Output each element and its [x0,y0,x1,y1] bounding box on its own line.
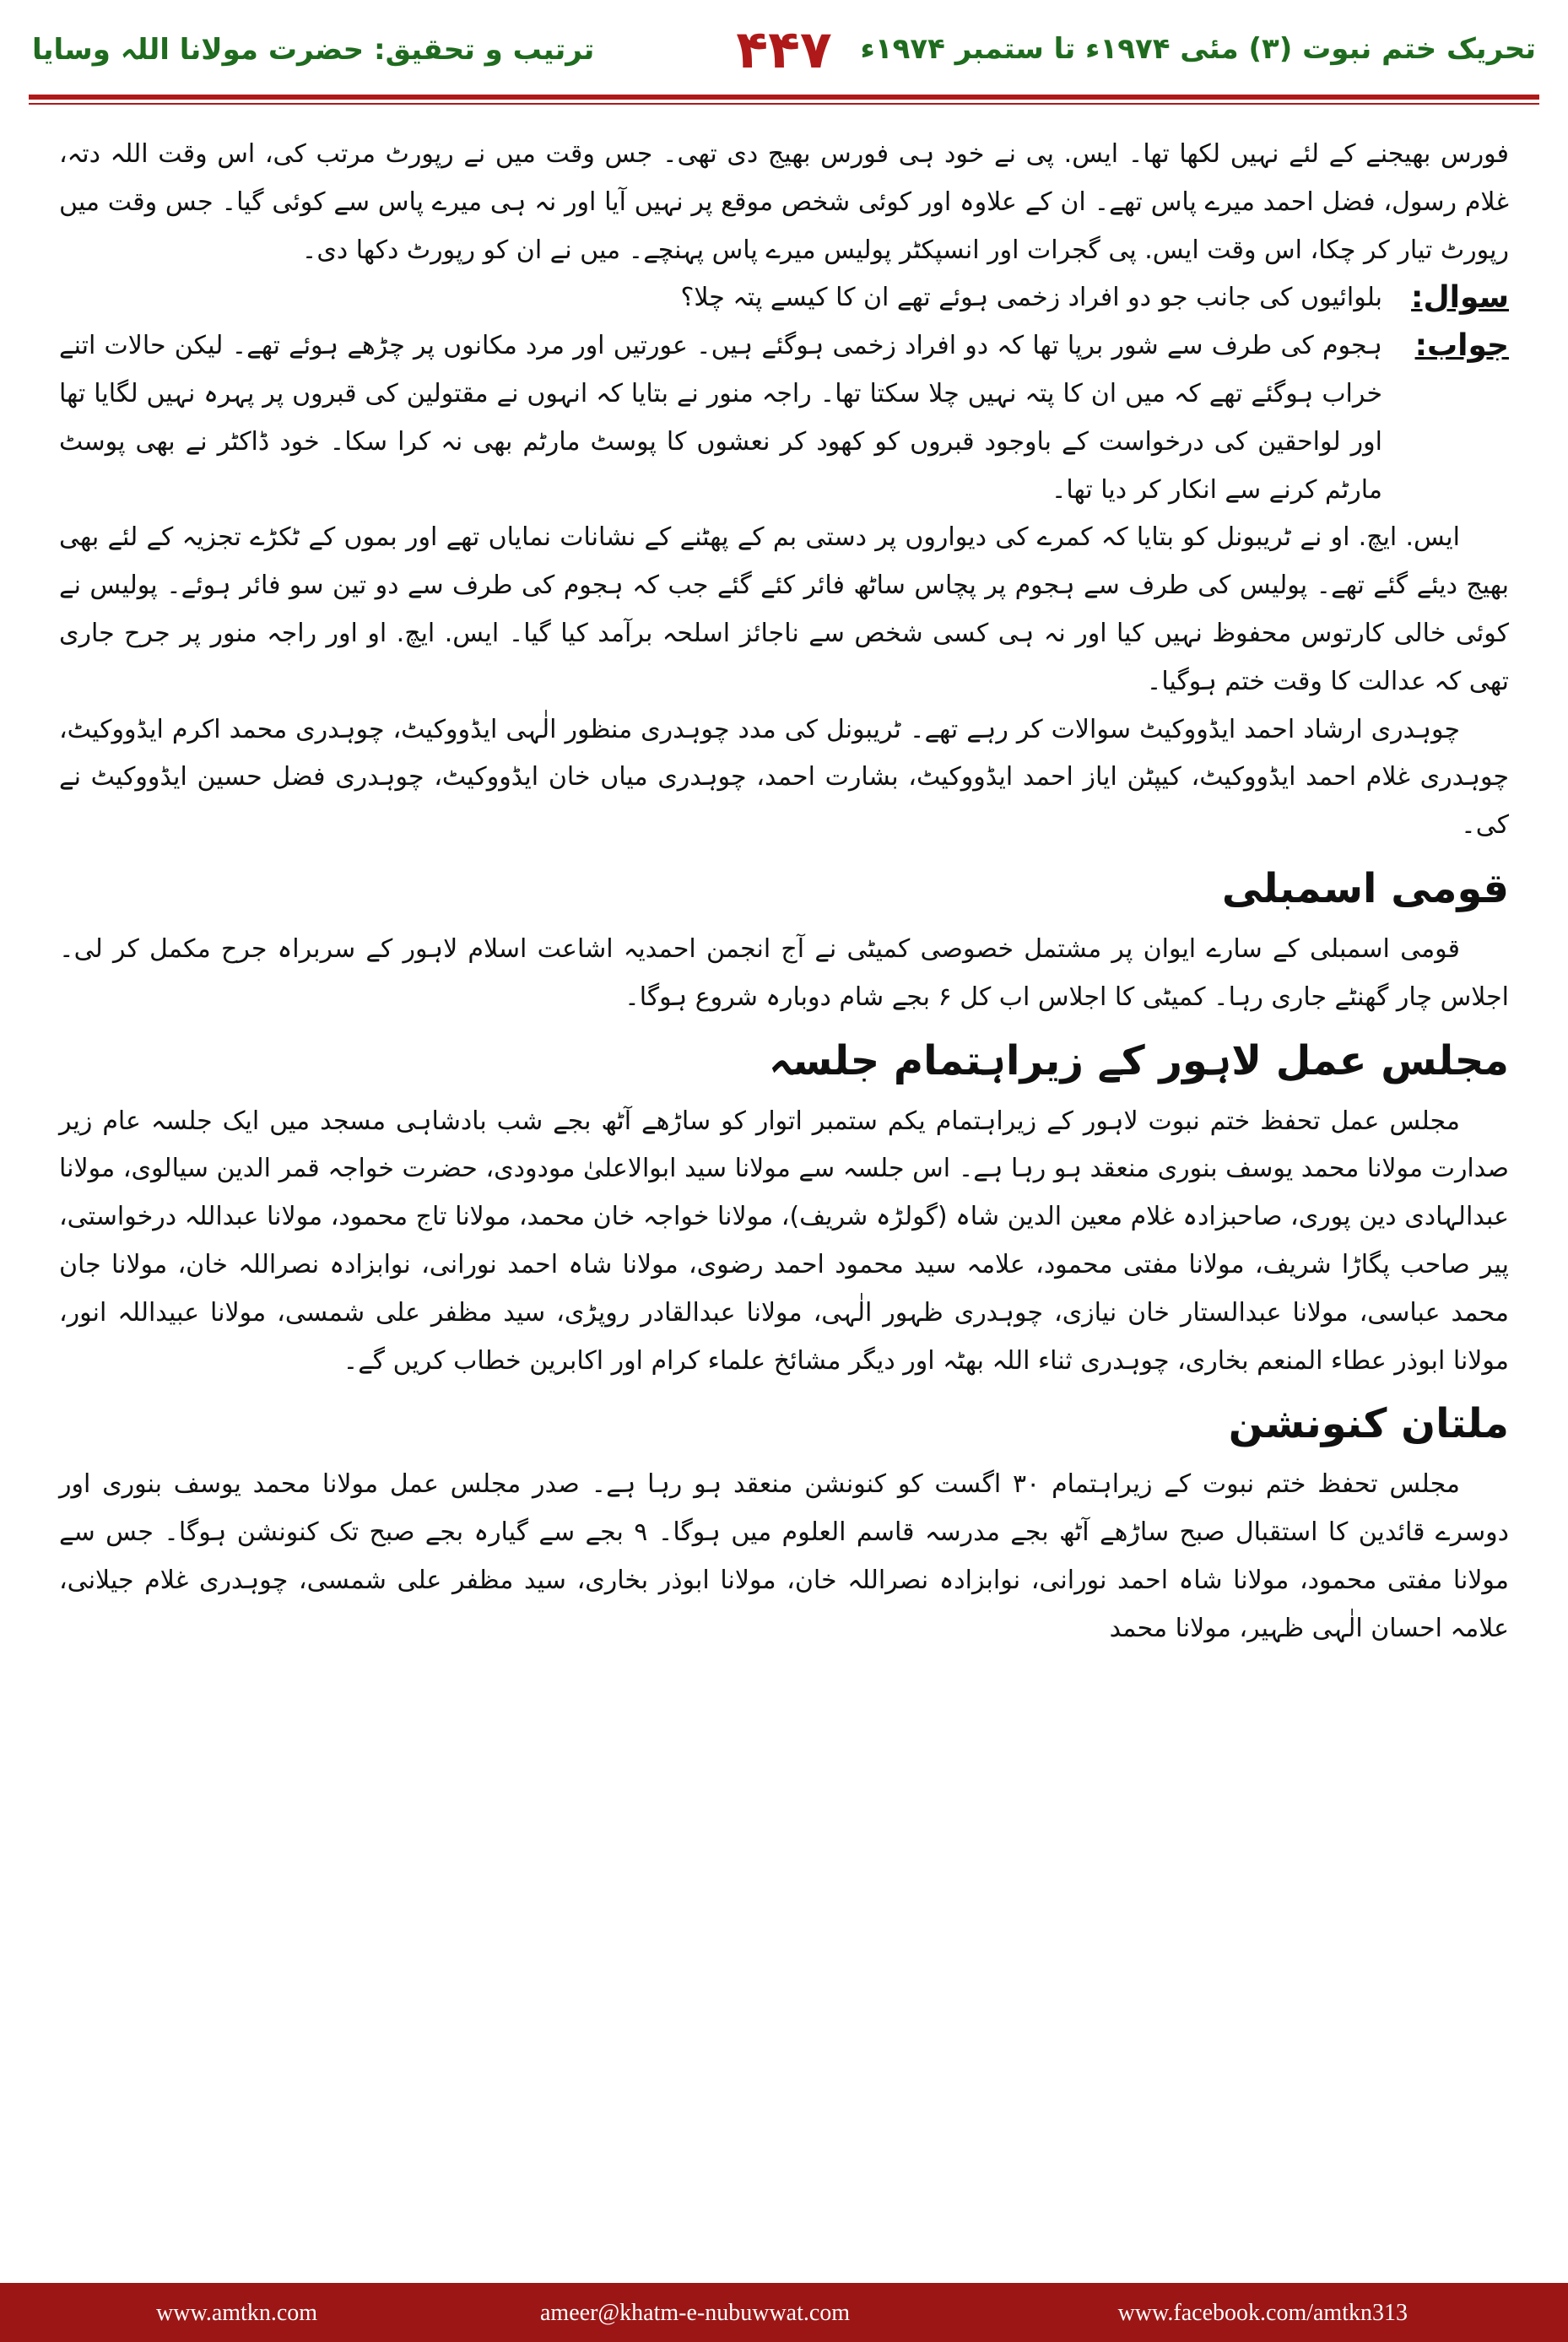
page-footer [0,2283,1568,2342]
question-block [59,274,1509,322]
footer-facebook-link[interactable]: www.facebook.com/amtkn313 [1117,2300,1408,2326]
page-number: ۴۴۷ [736,19,832,80]
header-compiler: ترتیب و تحقیق: حضرت مولانا اللہ وسایا [32,33,595,67]
section-heading-multan-convention: ملتان کنونشن [1228,1400,1509,1448]
header-book-title: تحریک ختم نبوت (۳) مئی ۱۹۷۴ء تا ستمبر ۱۹۷۴ء [860,32,1536,66]
page-body [59,131,1509,2249]
question-text: بلوائیوں کی جانب جو دو افراد زخمی ہوئے تھے ان کا کیسے پتہ چلا؟ [680,283,1382,313]
paragraph-multan-convention: مجلس تحفظ ختم نبوت کے زیراہتمام ۳۰ اگست کو کنونشن منعقد ہو رہا ہے۔ صدر مجلس عمل مولانا محمد یوسف بنوری اور دوسرے قائدین کا استقبال صبح ساڑھے آٹھ بجے مدرسہ قاسم العلوم میں ہوگا۔ ۹ بجے سے گیارہ بجے صبح تک کنونشن ہوگا۔ جس سے مولانا مفتی محمود، مولانا شاہ احمد نورانی، نوابزادہ نصراللہ خان، مولانا ابوذر بخاری، سید مظفر علی شمسی، چوہدری غلام جیلانی، علامہ احسان الٰہی ظہیر، مولانا محمد [59,1469,1509,1643]
footer-email-link[interactable]: ameer@khatm-e-nubuwwat.com [540,2300,851,2326]
footer-website-link[interactable]: www.amtkn.com [156,2300,318,2326]
header-rule-thin [29,103,1539,105]
answer-text: ہجوم کی طرف سے شور برپا تھا کہ دو افراد زخمی ہوگئے ہیں۔ عورتیں اور مرد مکانوں پر چڑھے ہوئے تھے۔ لیکن حالات اتنے خراب ہوگئے تھے کہ میں ان کا پتہ نہیں چلا سکتا تھا۔ راجہ منور نے بتایا کہ انہوں نے مقتولین کی قبروں پر پہرہ نہیں لگایا تھا اور لواحقین کی درخواست کے باوجود قبروں کو کھود کر نعشوں کا پوسٹ مارٹم بھی نہ کرا سکا۔ خود ڈاکٹر نے بھی پوسٹ مارٹم کرنے سے انکار کر دیا تھا۔ [59,331,1382,505]
answer-label: جواب: [1414,328,1509,364]
paragraph-report: فورس بھیجنے کے لئے نہیں لکھا تھا۔ ایس. پی نے خود ہی فورس بھیج دی تھی۔ جس وقت میں نے رپورٹ مرتب کی، اس وقت اللہ دتہ، غلام رسول، فضل احمد میرے پاس تھے۔ ان کے علاوہ اور کوئی شخص موقع پر نہیں آیا اور نہ ہی میرے پاس سے کوئی گیا۔ جس وقت میں رپورٹ تیار کر چکا، اس وقت ایس. پی گجرات اور انسپکٹر پولیس میرے پاس پہنچے۔ میں نے ان کو رپورٹ دکھا دی۔ [59,139,1509,265]
paragraph-sho-testimony: ایس. ایچ. او نے ٹریبونل کو بتایا کہ کمرے کی دیواروں پر دستی بم کے پھٹنے کے نشانات نمایاں تھے اور بموں کے ٹکڑے تجزیہ کے لئے بھی بھیج دیئے گئے تھے۔ پولیس کی طرف سے ہجوم پر پچاس ساٹھ فائر کئے گئے جب کہ ہجوم کی طرف سے دو تین سو فائر ہوئے۔ پولیس نے کوئی خالی کارتوس محفوظ نہیں کیا اور نہ ہی کسی شخص سے ناجائز اسلحہ برآمد کیا گیا۔ ایس. ایچ. او اور راجہ منور پر جرح جاری تھی کہ عدالت کا وقت ختم ہوگیا۔ [59,522,1509,696]
paragraph-lahore-jalsa: مجلس عمل تحفظ ختم نبوت لاہور کے زیراہتمام یکم ستمبر اتوار کو ساڑھے آٹھ بجے شب بادشاہی مسجد میں ایک جلسہ عام زیر صدارت مولانا محمد یوسف بنوری منعقد ہو رہا ہے۔ اس جلسہ سے مولانا سید ابوالاعلیٰ مودودی، حضرت خواجہ قمر الدین سیالوی، مولانا عبدالہادی دین پوری، صاحبزادہ غلام معین الدین شاہ (گولڑہ شریف)، مولانا خواجہ خان محمد، مولانا تاج محمود، مولانا عبداللہ درخواستی، پیر صاحب پگاڑا شریف، مولانا مفتی محمود، علامہ سید محمود احمد رضوی، مولانا شاہ احمد نورانی، نوابزادہ نصراللہ خان، مولانا جان محمد عباسی، مولانا عبدالستار خان نیازی، چوہدری ظہور الٰہی، مولانا عبدالقادر روپڑی، سید مظفر علی شمسی، مولانا عبیداللہ انور، مولانا ابوذر عطاء المنعم بخاری، چوہدری ثناء اللہ بھٹہ اور دیگر مشائخ علماء کرام اور اکابرین خطاب کریں گے۔ [59,1106,1509,1376]
paragraph-national-assembly: قومی اسمبلی کے سارے ایوان پر مشتمل خصوصی کمیٹی نے آج انجمن احمدیہ اشاعت اسلام لاہور کے سربراہ جرح مکمل کر لی۔ اجلاس چار گھنٹے جاری رہا۔ کمیٹی کا اجلاس اب کل ۶ بجے شام دوبارہ شروع ہوگا۔ [59,933,1509,1012]
header-rule [29,95,1539,100]
answer-block [59,322,1509,514]
section-heading-lahore-jalsa: مجلس عمل لاہور کے زیراہتمام جلسہ [769,1036,1509,1084]
page-header [0,0,1568,127]
section-heading-national-assembly: قومی اسمبلی [1221,864,1509,912]
paragraph-advocates: چوہدری ارشاد احمد ایڈووکیٹ سوالات کر رہے تھے۔ ٹریبونل کی مدد چوہدری منظور الٰہی ایڈووکیٹ، چوہدری محمد اکرم ایڈووکیٹ، چوہدری غلام احمد ایڈووکیٹ، کیپٹن ایاز احمد ایڈووکیٹ، بشارت احمد، چوہدری میاں خان ایڈووکیٹ، چوہدری فضل حسین ایڈووکیٹ نے کی۔ [59,714,1509,841]
question-label: سوال: [1411,280,1509,316]
